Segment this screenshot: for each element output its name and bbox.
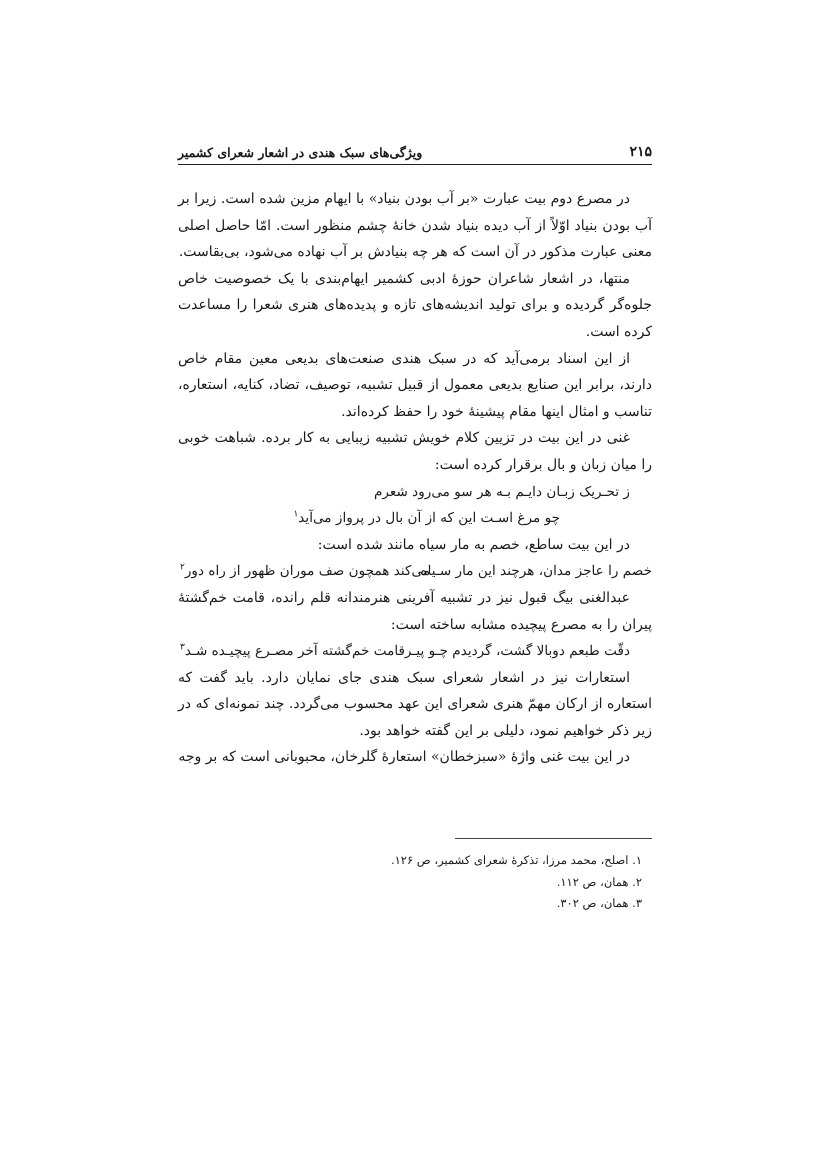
running-title: ویژگی‌های سبک هندی در اشعار شعرای کشمیر (178, 145, 423, 160)
footnote: ۳. همان، ص ۳۰۲. (556, 896, 642, 910)
paragraph: منتها، در اشعار شاعران حوزهٔ ادبی کشمیر ایهام‌بندی با یک خصوصیت خاص جلوه‌گر گردیده و برای تولید اندیشه‌های تازه و پدیده‌های هنری شعرا را مساعدت کرده است. (178, 270, 652, 340)
verse-line (178, 638, 652, 665)
paragraph: غنی در این بیت در تزیین کلام خویش تشبیه زیبایی به کار برده. شباهت خوبی را میان زبان و بال برقرار کرده است: (178, 430, 652, 473)
verse-line (178, 558, 652, 585)
paragraph: استعارات نیز در اشعار شعرای سبک هندی جای نمایان دارد. باید گفت که استعاره از ارکان مهمّ هنری شعرای این عهد محسوب می‌گردد. چند نمونه‌ای که در زیر ذکر خواهیم نمود، دلیلی بر این گفته خواهد بود. (178, 669, 652, 739)
hemistich-with-note (293, 505, 560, 532)
paragraph: در مصرع دوم بیت عبارت «بر آب بودن بنیاد» با ایهام مزین شده است. زیرا بر آب بودن بنیاد اوّلاً از آب دیده بنیاد شدن خانهٔ چشم منظور است. امّا حاصل اصلی معنی عبارت مذکور در آن است که هر چه بنیادش بر آب نهاده می‌شود، بی‌بقاست. (178, 191, 652, 261)
paragraph: عبدالغنی بیگ قبول نیز در تشبیه آفرینی هنرمندانه قلم رانده، قامت خم‌گشتهٔ پیران را به مصرع پیچیده مشابه ساخته است: (178, 589, 652, 633)
paragraph: از این اسناد برمی‌آید که در سبک هندی صنعت‌های بدیعی معین مقام خاص دارند، برابر این صنایع بدیعی معمول از قبیل تشبیه، توصیف، تضاد، کنایه، استعاره، تناسب و امثال اینها مقام پیشینهٔ خود را حفظ کرده‌اند. (178, 350, 652, 420)
footnotes (178, 850, 652, 915)
verse-second-hemistich (178, 505, 652, 532)
page-number: ۲۱۵ (629, 144, 652, 160)
main-text (178, 186, 652, 771)
hemistich-with-note (180, 558, 430, 585)
hemistich-text: چو مرغ اسـت این که از آن بال در پرواز می‌آید (298, 510, 560, 527)
hemistich-text: قامت خم‌گشته آخر مصـرع پیچیـده شـد (184, 643, 406, 660)
hemistich-with-note (180, 638, 405, 665)
footnote-marker: ۱ (293, 509, 299, 520)
footnote: ۱. اصلح، محمد مرزا، تذکرهٔ شعرای کشمیر، ص ۱۲۶. (390, 853, 642, 867)
hemistich-text: خصم را عاجز مدان، هرچند این مار سـیاه (420, 563, 652, 580)
paragraph: در این بیت ساطع، خصم به مار سیاه مانند شده است: (317, 536, 630, 553)
footnote: ۲. همان، ص ۱۱۲. (556, 874, 642, 889)
running-header (178, 142, 652, 165)
paragraph: در این بیت غنی واژهٔ «سبزخطان» استعارهٔ گلرخان، محبوبانی است که بر وجه (178, 749, 630, 766)
hemistich-text: دقّت طبعم دوبالا گشت، گردیدم چـو پیـر (404, 643, 630, 660)
hemistich-text: ز تحـریک زبـان دایـم بـه هر سو می‌رود شعرم (373, 483, 630, 500)
footnote-divider (455, 838, 652, 839)
footnote-marker: ۲ (180, 562, 185, 573)
footnote-marker: ۳ (180, 642, 185, 653)
hemistich-text: می‌کند همچون صف موران ظهور از راه دور (184, 563, 431, 580)
verse-first-hemistich (178, 479, 652, 506)
